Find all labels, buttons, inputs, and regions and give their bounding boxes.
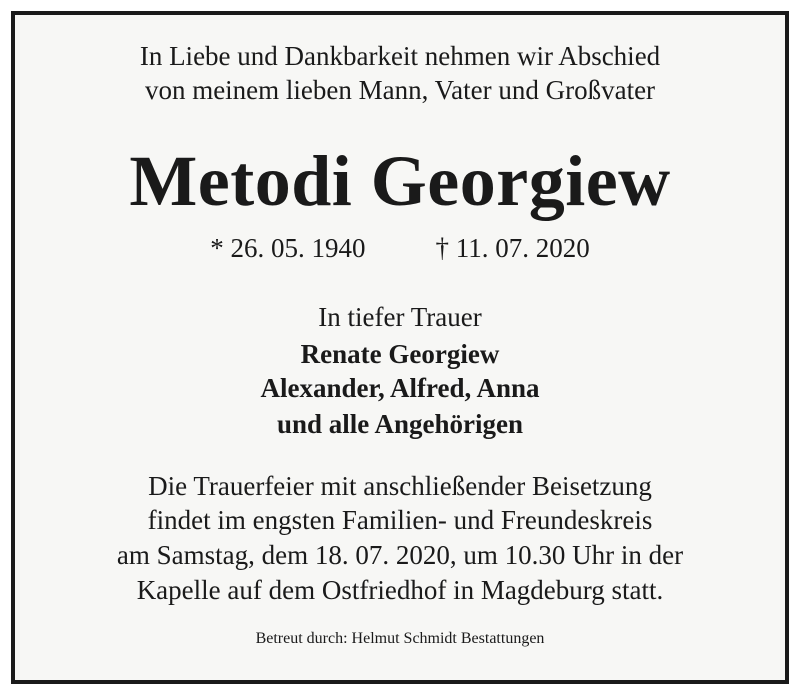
ceremony-line-1: Die Trauerfeier mit anschließender Beisetzung (148, 471, 652, 501)
deceased-name: Metodi Georgiew (129, 141, 671, 221)
obituary-notice (11, 11, 789, 684)
mourner-line-2: Alexander, Alfred, Anna (260, 373, 540, 403)
ceremony-line-4: Kapelle auf dem Ostfriedhof in Magdeburg statt. (136, 575, 664, 605)
ceremony-line-3: am Samstag, dem 18. 07. 2020, um 10.30 Uhr in der (116, 540, 684, 570)
death-date: † 11. 07. 2020 (435, 233, 590, 263)
life-dates (15, 231, 785, 265)
ceremony-line-2: findet im engsten Familien- und Freundeskreis (147, 505, 653, 535)
mourner-line-3: und alle Angehörigen (276, 409, 524, 439)
mourner-line-1: Renate Georgiew (300, 339, 500, 369)
mourning-intro: In tiefer Trauer (318, 302, 482, 332)
intro-line-2: von meinem lieben Mann, Vater und Großvater (144, 75, 656, 105)
birth-date: * 26. 05. 1940 (210, 233, 366, 263)
funeral-home-credit: Betreut durch: Helmut Schmidt Bestattungen (255, 630, 545, 647)
intro-line-1: In Liebe und Dankbarkeit nehmen wir Abschied (139, 41, 661, 71)
